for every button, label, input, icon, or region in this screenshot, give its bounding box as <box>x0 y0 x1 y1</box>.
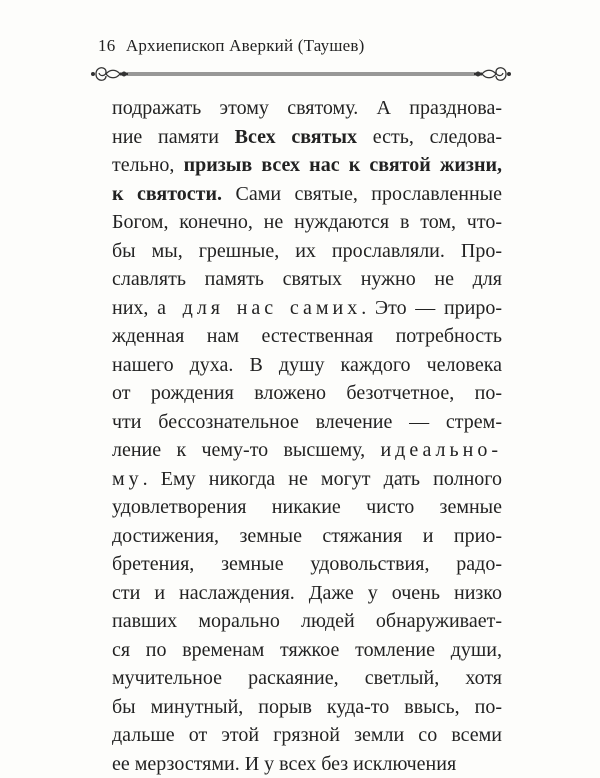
text-segment: . Это — приро- <box>361 297 502 319</box>
text-line <box>112 522 502 551</box>
text-segment: них, <box>112 297 157 319</box>
text-line <box>112 94 502 123</box>
text-segment: павших морально людей обнаруживает- <box>112 610 502 632</box>
text-line <box>112 237 502 266</box>
text-line <box>112 408 502 437</box>
text-segment: бы мы, грешные, их прославляли. Про- <box>112 240 502 262</box>
text-segment: бретения, земные удовольствия, радо- <box>112 553 502 575</box>
text-segment: славлять память святых нужно не для <box>112 268 502 290</box>
emphasis-text: Всех святых <box>235 126 357 148</box>
text-line <box>112 607 502 636</box>
emphasis-text: призыв всех нас к святой жизни, <box>184 154 502 176</box>
text-line <box>112 351 502 380</box>
text-segment: жденная нам естественная потребность <box>112 325 502 347</box>
text-line <box>112 579 502 608</box>
text-segment: бы минутный, порыв куда-то ввысь, по- <box>112 696 502 718</box>
text-segment: чти бессознательное влечение — стрем- <box>112 411 502 433</box>
text-segment: есть, следова- <box>357 126 502 148</box>
text-segment: достижения, земные стяжания и прио- <box>112 525 502 547</box>
text-segment: ся по временам тяжкое томление души, <box>112 639 502 661</box>
text-line <box>112 208 502 237</box>
text-segment: Сами святые, прославленные <box>222 183 502 205</box>
text-segment: от рождения вложено безотчетное, по- <box>112 382 502 404</box>
text-line <box>112 123 502 152</box>
text-segment: нашего духа. В душу каждого человека <box>112 354 502 376</box>
text-line <box>112 294 502 323</box>
text-line <box>112 180 502 209</box>
text-line <box>112 550 502 579</box>
text-line <box>112 493 502 522</box>
spaced-text: а для нас самих <box>157 297 361 319</box>
running-head <box>98 36 364 56</box>
text-line <box>112 750 502 778</box>
spaced-text: идеально- <box>380 439 502 461</box>
body-text <box>112 94 502 778</box>
text-segment: ление к чему-то высшему, <box>112 439 380 461</box>
text-segment: тельно, <box>112 154 184 176</box>
text-line <box>112 322 502 351</box>
text-segment: . Ему никогда не могут дать полного <box>143 468 502 490</box>
emphasis-text: к святости. <box>112 183 222 205</box>
decorative-rule-icon <box>88 60 514 88</box>
text-segment: сти и наслаждения. Даже у очень низко <box>112 582 502 604</box>
text-line <box>112 151 502 180</box>
text-line <box>112 465 502 494</box>
running-title: Архиепископ Аверкий (Таушев) <box>126 36 365 55</box>
text-segment: Богом, конечно, не нуждаются в том, что- <box>112 211 502 233</box>
text-line <box>112 664 502 693</box>
text-segment: подражать этому святому. А празднова- <box>112 97 502 119</box>
text-line <box>112 265 502 294</box>
text-line <box>112 379 502 408</box>
text-segment: ние памяти <box>112 126 235 148</box>
text-line <box>112 693 502 722</box>
text-segment: дальше от этой грязной земли со всеми <box>112 724 502 746</box>
text-line <box>112 436 502 465</box>
text-segment: удовлетворения никакие чисто земные <box>112 496 502 518</box>
spaced-text: му <box>112 468 143 490</box>
text-line <box>112 721 502 750</box>
page-number: 16 <box>98 36 115 55</box>
text-segment: мучительное раскаяние, светлый, хотя <box>112 667 502 689</box>
text-segment: ее мерзостями. И у всех без исключения <box>112 753 456 775</box>
text-line <box>112 636 502 665</box>
